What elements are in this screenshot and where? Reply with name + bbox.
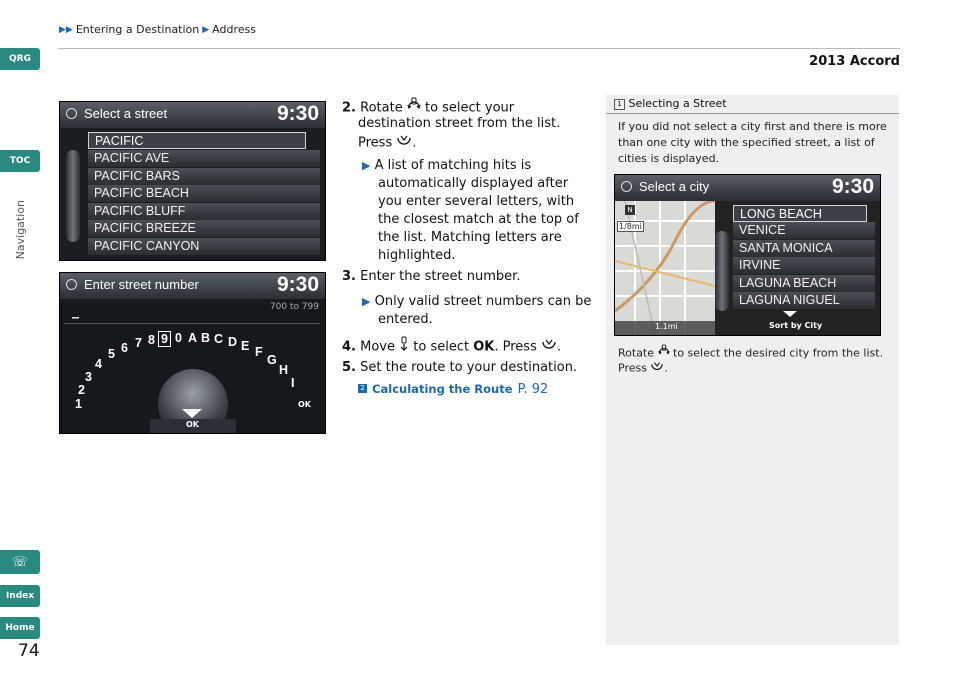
down-arrow-icon: [783, 311, 797, 317]
period: .: [412, 135, 417, 151]
select-city-screen: [614, 174, 881, 336]
step-number: 5.: [342, 360, 356, 375]
ok-label-bottom[interactable]: OK: [186, 420, 199, 429]
key-2[interactable]: 2: [78, 383, 85, 397]
city-list-item[interactable]: LONG BEACH: [733, 205, 867, 222]
city-list-item[interactable]: LAGUNA BEACH: [733, 275, 875, 292]
step-text: . Press: [494, 339, 537, 355]
qrg-tab[interactable]: QRG: [0, 48, 40, 70]
key-i[interactable]: I: [291, 376, 295, 390]
note-text: than one city with the specified street, a list of: [618, 136, 875, 149]
city-list-item[interactable]: SANTA MONICA: [733, 240, 875, 257]
number-range: 700 to 799: [269, 302, 319, 312]
key-5[interactable]: 5: [108, 347, 115, 361]
note-text: entered.: [378, 312, 433, 327]
voice-command-tab[interactable]: [0, 550, 40, 574]
key-e[interactable]: E: [241, 339, 250, 353]
map-area[interactable]: [615, 201, 715, 335]
note-text: the list. Matching letters are: [378, 230, 562, 245]
step-number: 2.: [342, 100, 356, 116]
back-icon: [66, 279, 77, 290]
step-text: Move: [360, 339, 395, 355]
note-text: to select the desired city from the list.: [673, 346, 884, 360]
breadcrumb-item-address[interactable]: Address: [212, 23, 256, 36]
voice-icon: ☏: [11, 554, 29, 570]
street-list-item[interactable]: PACIFIC BLUFF: [88, 203, 320, 220]
interface-dial-move-icon: [399, 336, 409, 358]
note-text: Rotate: [618, 346, 655, 360]
note-text: the closest match at the top of: [378, 212, 579, 227]
step-number: 4.: [342, 339, 356, 355]
step-text: to select your: [424, 100, 515, 116]
page-number: 74: [18, 641, 40, 661]
step-text: Press: [358, 135, 393, 151]
note-text: highlighted.: [378, 248, 456, 263]
compass-icon: N: [625, 205, 635, 215]
key-7[interactable]: 7: [135, 336, 142, 350]
key-f[interactable]: F: [255, 345, 263, 359]
back-icon: [621, 181, 632, 192]
street-list-item[interactable]: PACIFIC BEACH: [88, 185, 320, 202]
step-text: Enter the street number.: [360, 269, 521, 284]
period: .: [556, 339, 562, 355]
key-0[interactable]: 0: [175, 331, 182, 345]
city-list-item[interactable]: LAGUNA NIGUEL: [733, 292, 875, 309]
key-c[interactable]: C: [214, 332, 224, 346]
screen-clock: 9:30: [276, 102, 319, 125]
section-label: Navigation: [14, 200, 27, 260]
interface-dial-indicator: [66, 150, 80, 242]
key-9[interactable]: 9: [158, 331, 171, 347]
down-arrow-icon: [182, 409, 202, 418]
screen-clock: 9:30: [276, 273, 319, 296]
number-input[interactable]: _: [72, 303, 79, 319]
back-icon: [66, 108, 77, 119]
note-text: automatically displayed after: [378, 176, 569, 191]
step-2-note: [362, 157, 531, 175]
screen-title: Select a city: [639, 179, 710, 194]
note-text: Only valid street numbers can be: [374, 294, 592, 309]
interface-dial-press-icon: [650, 360, 664, 377]
ok-label: OK: [473, 339, 495, 355]
enter-street-number-screen: [59, 272, 326, 434]
step-3-note: [362, 293, 591, 311]
map-scale-top: 1/8mi: [619, 222, 642, 231]
interface-dial-press-icon: [396, 133, 412, 153]
note-title: Selecting a Street: [628, 97, 727, 110]
toc-tab[interactable]: TOC: [0, 150, 40, 172]
screen-title: Enter street number: [84, 277, 199, 292]
link-page[interactable]: P. 92: [517, 382, 549, 397]
street-list-item[interactable]: PACIFIC AVE: [88, 150, 320, 167]
step-3: [342, 268, 520, 286]
key-g[interactable]: G: [267, 353, 277, 367]
key-a[interactable]: A: [188, 331, 198, 345]
model-title: 2013 Accord: [809, 54, 900, 69]
key-3[interactable]: 3: [85, 370, 92, 384]
period: .: [664, 361, 668, 375]
key-8[interactable]: 8: [148, 333, 155, 347]
header-divider: [58, 48, 900, 49]
map-scale-bottom: 1.1mi: [655, 322, 678, 331]
select-street-screen: [59, 101, 326, 261]
step-5: [342, 359, 577, 377]
interface-dial-indicator: [715, 231, 729, 311]
breadcrumb: [58, 23, 256, 36]
note-icon: 1: [614, 99, 625, 110]
step-text: to select: [413, 339, 470, 355]
step-4: [342, 336, 561, 358]
note-text: you enter several letters, with: [378, 194, 575, 209]
input-divider: [64, 323, 320, 324]
street-list-item[interactable]: PACIFIC: [88, 132, 306, 149]
step-text: Rotate: [360, 100, 403, 116]
street-list-item[interactable]: PACIFIC BARS: [88, 168, 320, 185]
step-text-press: [358, 133, 417, 153]
key-6[interactable]: 6: [121, 341, 128, 355]
key-b[interactable]: B: [201, 331, 211, 345]
city-list-item[interactable]: IRVINE: [733, 257, 875, 274]
key-h[interactable]: H: [279, 363, 289, 377]
note-text: A list of matching hits is: [374, 158, 532, 173]
note-heading: [606, 97, 727, 110]
key-1[interactable]: 1: [75, 397, 82, 411]
key-4[interactable]: 4: [95, 357, 102, 371]
breadcrumb-arrow-icon: ▶: [202, 24, 210, 35]
key-d[interactable]: D: [228, 335, 238, 349]
note-text: cities is displayed.: [618, 152, 720, 165]
screen-title: Select a street: [84, 106, 168, 121]
step-text: Set the route to your destination.: [360, 360, 578, 375]
street-list-item[interactable]: PACIFIC CANYON: [88, 238, 320, 255]
street-list-item[interactable]: PACIFIC BREEZE: [88, 220, 320, 237]
link-icon: 2: [358, 384, 367, 393]
arrow-icon: ▶: [362, 295, 371, 308]
step-number: 3.: [342, 269, 356, 284]
step-text: destination street from the list.: [358, 116, 561, 131]
link-text[interactable]: Calculating the Route: [372, 382, 513, 396]
city-list-item[interactable]: VENICE: [733, 222, 875, 239]
note-text: Press: [618, 361, 647, 375]
sort-by-city-button[interactable]: Sort by City: [769, 321, 823, 330]
index-tab[interactable]: Index: [0, 585, 40, 607]
arrow-icon: ▶: [362, 159, 371, 172]
interface-dial-press-icon: [541, 337, 557, 357]
breadcrumb-arrow-icon: ▶▶: [59, 24, 73, 35]
key-ok[interactable]: OK: [298, 400, 311, 409]
screen-clock: 9:30: [831, 175, 874, 198]
home-tab[interactable]: Home: [0, 617, 40, 639]
breadcrumb-item-entering-destination[interactable]: Entering a Destination: [75, 23, 200, 36]
calculating-route-link[interactable]: [358, 378, 548, 397]
note-press-text: [618, 360, 668, 377]
note-text: If you did not select a city first and there is more: [618, 120, 887, 133]
note-divider: [606, 113, 899, 114]
